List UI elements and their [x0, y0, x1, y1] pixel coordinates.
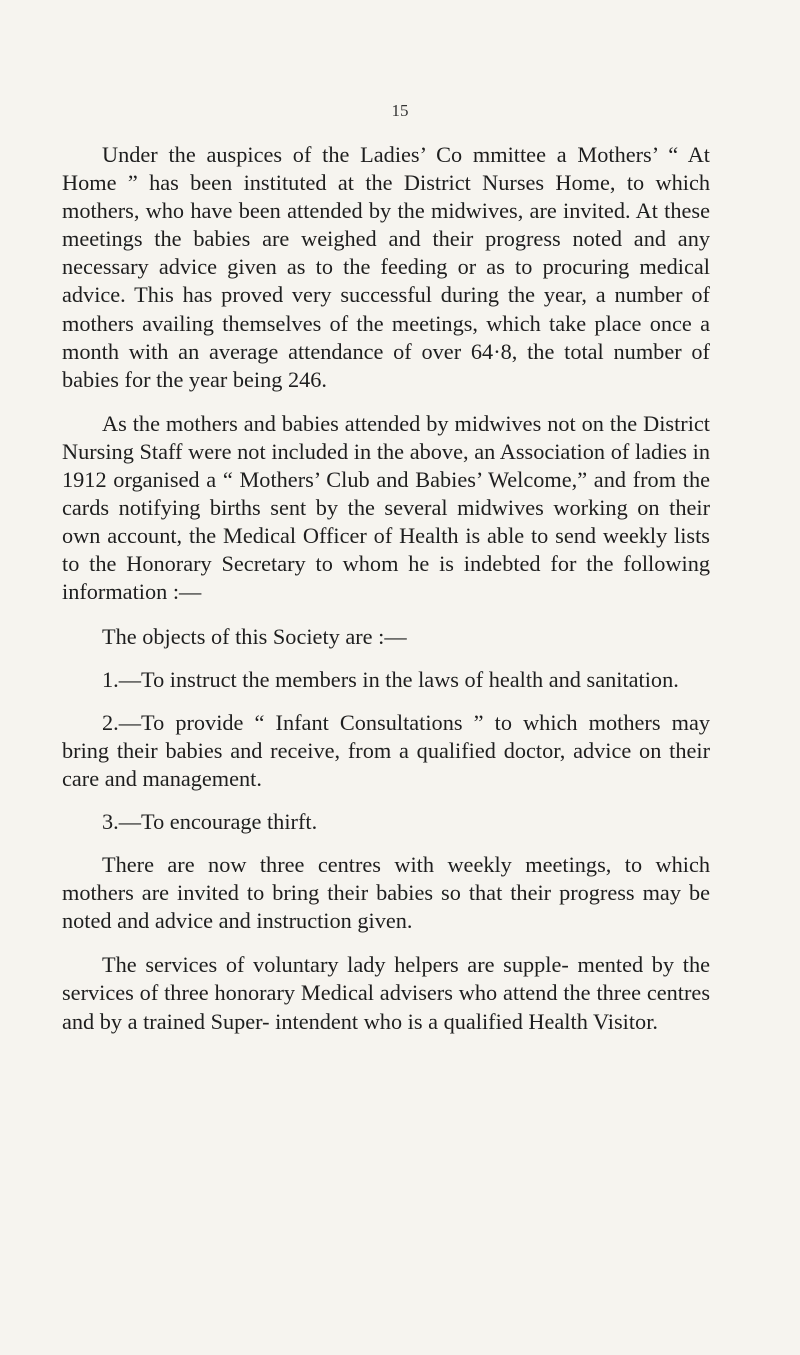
- list-item-object-1: 1.—To instruct the members in the laws of health and sanitation.: [102, 666, 679, 692]
- paragraph-mothers-at-home: Under the auspices of the Ladies’ Co mmittee a Mothers’ “ At Home ” has been instituted at the District Nurses Home, to which mothers, who have been attended by the midwives, are invited. At these meetings the babies are weighed and their progress noted and any necessary advice given as to the feeding or as to procuring medical advice. This has proved very successful during the year, a number of mothers availing themselves of the meetings, which take place once a month with an average attendance of over 64·8, the total number of babies for the year being 246.: [62, 142, 710, 392]
- paragraph-objects-intro: The objects of this Society are :—: [102, 623, 407, 649]
- list-item-object-2: 2.—To provide “ Infant Consultations ” to which mothers may bring their babies and receive, from a qualified doctor, advice on their care and management.: [62, 709, 710, 791]
- page-number: 15: [391, 101, 409, 120]
- document-body: [62, 141, 710, 1052]
- list-item-object-3: 3.—To encourage thirft.: [102, 808, 318, 834]
- paragraph-three-centres: There are now three centres with weekly meetings, to which mothers are invited to bring their babies so that their progress may be noted and advice and instruction given.: [62, 852, 710, 934]
- paragraph-voluntary-helpers: The services of voluntary lady helpers are supple- mented by the services of three honorary Medical advisers who attend the three centres and by a trained Super- intendent who is a qualified Health Visitor.: [62, 952, 710, 1034]
- paragraph-association-of-ladies: As the mothers and babies attended by midwives not on the District Nursing Staff were not included in the above, an Association of ladies in 1912 organised a “ Mothers’ Club and Babies’ Welcome,” and from the cards notifying births sent by the several midwives working on their own account, the Medical Officer of Health is able to send weekly lists to the Honorary Secretary to whom he is indebted for the following information :—: [62, 410, 710, 605]
